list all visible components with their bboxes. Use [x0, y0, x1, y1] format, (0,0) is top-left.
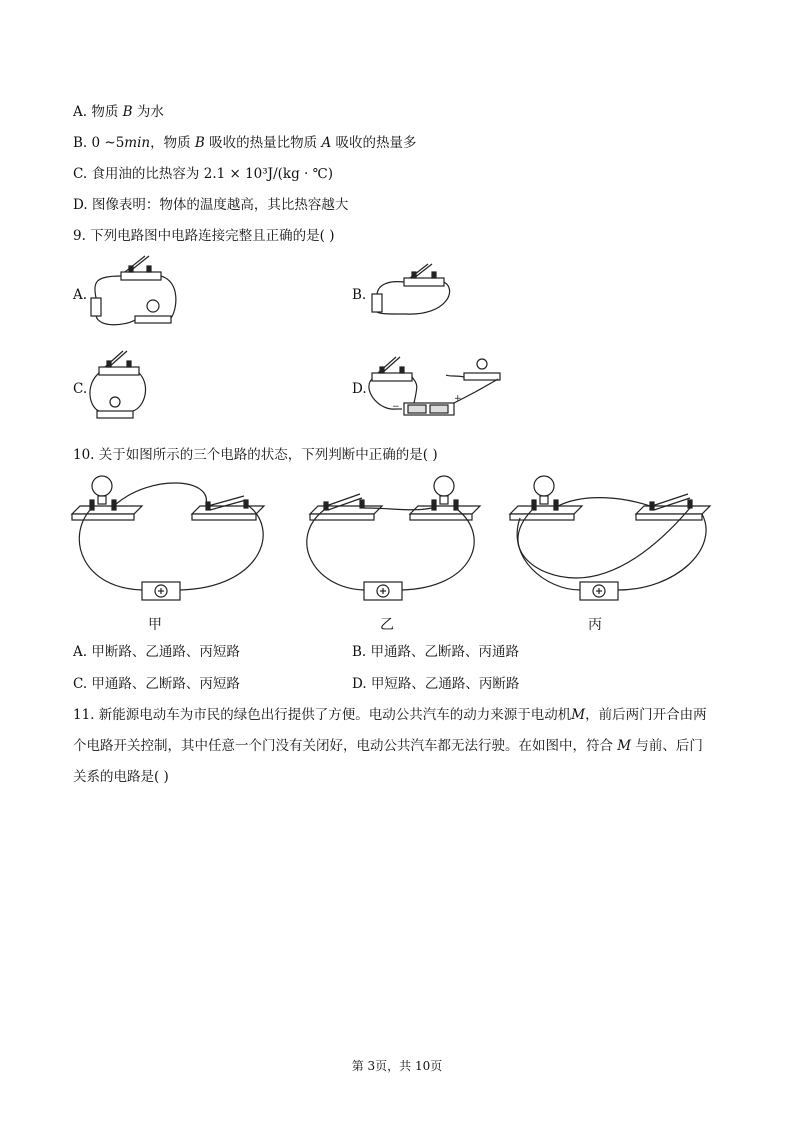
q10-caption-bing: 丙 — [588, 617, 602, 633]
q10-option-a: A. 甲断路、乙通路、丙短路 — [73, 644, 240, 660]
q11-line-1: 11. 新能源电动车为市民的绿色出行提供了方便。电动公共汽车的动力来源于电动机M，前后两门开合由两 — [73, 707, 707, 723]
q10-figure-yi — [292, 468, 492, 608]
svg-text:+: + — [454, 394, 462, 404]
q10-figure-jia — [72, 468, 272, 608]
page-footer: 第 3页，共 10页 — [351, 1059, 443, 1073]
q9-figure-c — [85, 345, 155, 425]
q8-option-a: A. 物质 B 为水 — [73, 104, 164, 120]
q8-option-d: D. 图像表明：物体的温度越高，其比热容越大 — [73, 197, 349, 213]
q10-option-d: D. 甲短路、乙通路、丙断路 — [352, 676, 520, 692]
q10-caption-jia: 甲 — [148, 617, 162, 633]
svg-text:−: − — [392, 402, 400, 412]
q10-option-b: B. 甲通路、乙断路、丙通路 — [352, 644, 520, 660]
q8-option-b: B. 0 ~5min，物质 B 吸收的热量比物质 A 吸收的热量多 — [73, 135, 417, 151]
q9-option-b-label: B. — [352, 287, 367, 303]
q11-line-3: 关系的电路是( ) — [73, 769, 169, 785]
q9-option-d-label: D. — [352, 381, 367, 397]
q10-figure-bing — [506, 468, 716, 608]
q10-option-c: C. 甲通路、乙断路、丙短路 — [73, 676, 240, 692]
q9-figure-a — [85, 252, 185, 332]
q11-line-2: 个电路开关控制，其中任意一个门没有关闭好，电动公共汽车都无法行驶。在如图中，符合 M 与前、后门 — [73, 738, 703, 754]
q9-figure-b — [366, 260, 466, 320]
q9-option-c-label: C. — [73, 381, 88, 397]
q9-option-a-label: A. — [73, 287, 88, 303]
q9-figure-d — [368, 345, 508, 425]
q9-stem: 9. 下列电路图中电路连接完整且正确的是( ) — [73, 228, 335, 244]
q10-stem: 10. 关于如图所示的三个电路的状态，下列判断中正确的是( ) — [73, 447, 438, 463]
q10-caption-yi: 乙 — [380, 617, 394, 633]
q8-option-c: C. 食用油的比热容为 2.1 × 10³J/(kg · ℃) — [73, 166, 333, 182]
